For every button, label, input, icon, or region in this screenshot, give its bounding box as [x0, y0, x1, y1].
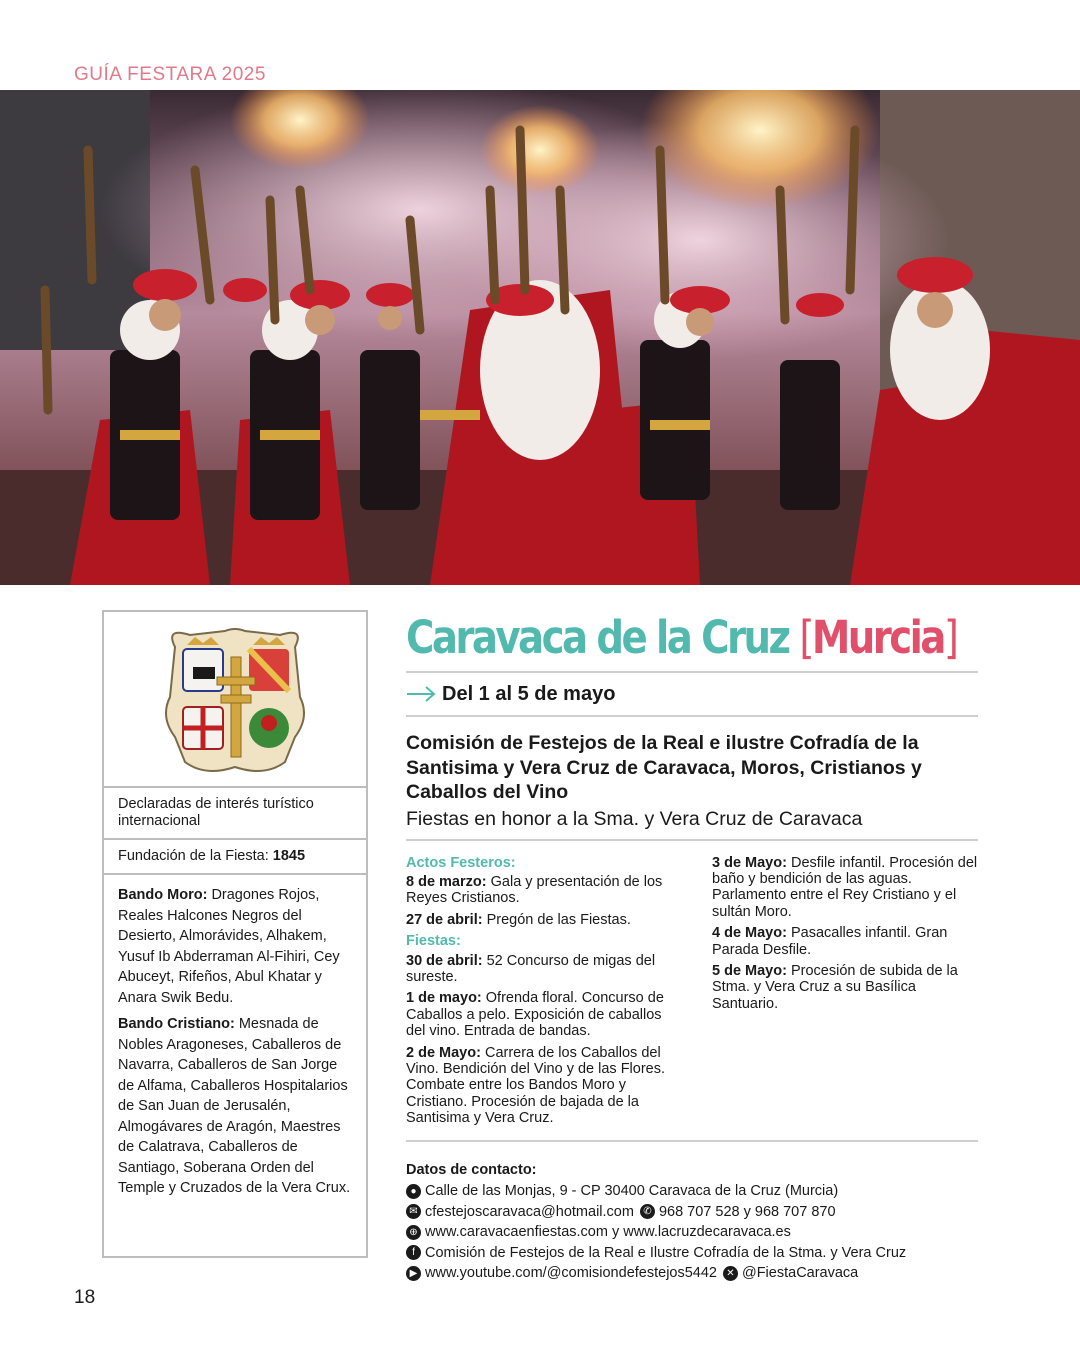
bando-moro-text: Dragones Rojos, Reales Halcones Negros del Desierto, Almorávides, Alhakem, Yusuf Ib Abderraman Al-Fihiri, Cey Abuceyt, Rifeños, Abul Khatar y Anara Swik Bedu. — [118, 887, 340, 1006]
foundation-label: Fundación de la Fiesta: — [118, 848, 273, 864]
declared-interest: Declaradas de interés turístico internacional — [104, 788, 366, 840]
program-col-left — [406, 855, 672, 1132]
page-number: 18 — [74, 1287, 96, 1308]
event-date: 4 de Mayo: — [712, 925, 787, 942]
divider — [406, 715, 978, 717]
address-text: Calle de las Monjas, 9 - CP 30400 Caravaca de la Cruz (Murcia) — [425, 1183, 839, 1200]
bando-moro — [118, 885, 352, 1008]
contact-facebook — [406, 1243, 978, 1264]
fiestas-heading: Fiestas: — [406, 933, 461, 950]
event-date: 8 de marzo: — [406, 873, 487, 890]
contact-email-phone — [406, 1202, 978, 1223]
actos-heading: Actos Festeros: — [406, 854, 516, 871]
event-date: 30 de abril: — [406, 952, 483, 969]
organizer: Comisión de Festejos de la Real e ilustre Cofradía de la Santisima y Vera Cruz de Caravaca, Moros, Cristianos y Caballos del Vino — [406, 732, 922, 803]
youtube-link[interactable]: www.youtube.com/@comisiondefestejos5442 — [425, 1265, 717, 1282]
event-date: 2 de Mayo: — [406, 1044, 481, 1061]
facebook-link[interactable]: Comisión de Festejos de la Real e Ilustre Cofradía de la Stma. y Vera Cruz — [425, 1244, 907, 1261]
event-text: Desfile infantil. Procesión del baño y bendición de las aguas. Parlamento entre el Rey Cristiano y el sultán Moro. — [712, 854, 978, 920]
bando-moro-label: Bando Moro: — [118, 887, 208, 903]
bando-cristiano-text: Mesnada de Nobles Aragoneses, Caballeros de Navarra, Caballeros de San Jorge de Alfama, Caballeros Hospitalarios de San Juan de Jerusalén, Almogávares de Aragón, Maestres de Calatrava, Caballeros de Santiago, Soberana Orden del Temple y Cruzados de la Vera Crux. — [118, 1016, 351, 1196]
x-icon: ✕ — [723, 1266, 738, 1281]
event-date: 5 de Mayo: — [712, 962, 787, 979]
email-link[interactable]: cfestejoscaravaca@hotmail.com — [425, 1203, 634, 1220]
bando-cristiano-label: Bando Cristiano: — [118, 1016, 235, 1032]
foundation-line — [104, 840, 366, 875]
event-date: 1 de mayo: — [406, 990, 482, 1007]
event-date: 3 de Mayo: — [712, 854, 787, 871]
contact-heading: Datos de contacto: — [406, 1161, 537, 1178]
event-text: Ofrenda floral. Concurso de Caballos a pelo. Exposición de caballos del vino. Entrada de bandas. — [406, 990, 664, 1040]
event-item — [406, 874, 672, 907]
globe-icon: ⊕ — [406, 1225, 421, 1240]
event-item — [712, 855, 978, 921]
guide-header: GUÍA FESTARA 2025 — [74, 64, 266, 85]
bandos-list — [104, 875, 366, 1213]
event-item — [712, 925, 978, 958]
festival-photo — [0, 90, 1080, 585]
event-item — [406, 953, 672, 986]
event-text: Carrera de los Caballos del Vino. Bendición del Vino y de las Flores. Combate entre los Bandos Moro y Cristiano. Procesión de bajada de la Santisima y Vera Cruz. — [406, 1044, 666, 1127]
bando-cristiano — [118, 1014, 352, 1199]
event-text: 52 Concurso de migas del sureste. — [406, 952, 656, 985]
event-date: 27 de abril: — [406, 911, 483, 928]
contact-info — [406, 1152, 978, 1284]
email-icon: ✉ — [406, 1204, 421, 1219]
phone-text[interactable]: 968 707 528 y 968 707 870 — [658, 1203, 836, 1220]
event-item — [406, 990, 672, 1039]
divider — [406, 1140, 978, 1142]
event-text: Pasacalles infantil. Gran Parada Desfile. — [712, 925, 948, 958]
event-text: Procesión de subida de la Stma. y Vera Cruz a su Basílica Santuario. — [712, 962, 958, 1012]
location-icon: ● — [406, 1184, 421, 1199]
page-title — [406, 605, 957, 671]
youtube-icon: ▶ — [406, 1266, 421, 1281]
title-town: Caravaca de la Cruz — [406, 611, 789, 664]
event-item — [712, 963, 978, 1012]
arrow-right-icon — [406, 684, 438, 704]
event-text: Gala y presentación de los Reyes Cristianos. — [406, 873, 663, 907]
title-bracket-open: [ — [799, 611, 812, 664]
phone-icon: ✆ — [640, 1204, 655, 1219]
foundation-year: 1845 — [272, 848, 306, 864]
event-text: Pregón de las Fiestas. — [486, 911, 631, 928]
event-item — [406, 912, 672, 928]
contact-web — [406, 1222, 978, 1243]
event-item — [406, 1045, 672, 1127]
main-content — [406, 605, 978, 1284]
program-col-right — [712, 855, 978, 1132]
web-link[interactable]: www.caravacaenfiestas.com y www.lacruzdecaravaca.es — [425, 1224, 791, 1241]
title-region: Murcia — [811, 611, 944, 664]
contact-youtube — [406, 1263, 978, 1284]
coat-of-arms — [104, 612, 366, 788]
divider — [406, 839, 978, 841]
subtitle: Fiestas en honor a la Sma. y Vera Cruz de Caravaca — [406, 807, 863, 830]
x-link[interactable]: @FiestaCaravaca — [741, 1265, 859, 1282]
festival-dates: Del 1 al 5 de mayo — [442, 682, 616, 705]
dates-row — [406, 673, 978, 715]
program — [406, 855, 978, 1132]
contact-address — [406, 1181, 978, 1202]
info-sidebar — [102, 610, 368, 1258]
title-bracket-close: ] — [943, 611, 957, 664]
facebook-icon: f — [406, 1245, 421, 1260]
